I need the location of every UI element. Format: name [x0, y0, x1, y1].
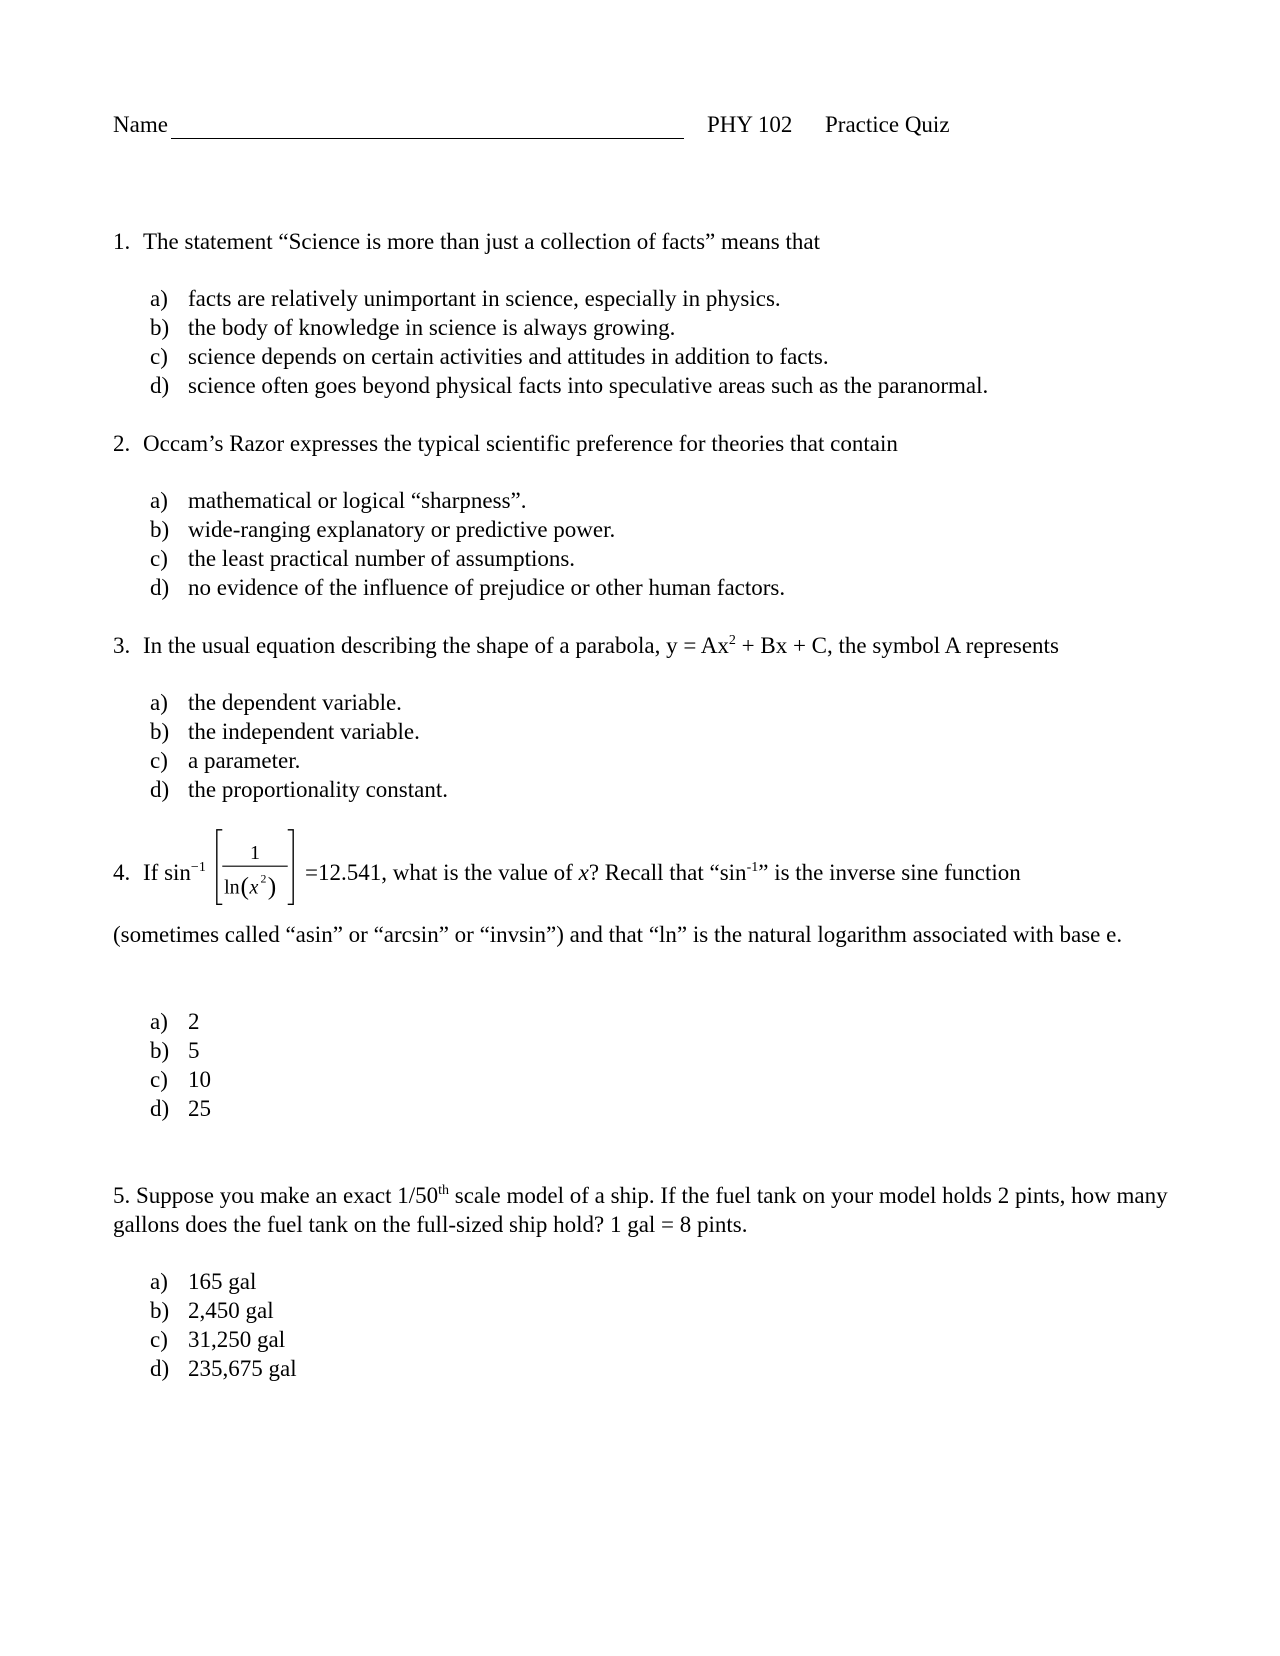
question-if: If $\sin^{-1}$ — [143, 860, 206, 885]
exponent: 2 — [728, 633, 736, 648]
question-text: Suppose you make an exact 1/50 — [136, 1183, 439, 1208]
option-2a: a) mathematical or logical “sharpness”. — [150, 488, 527, 513]
option-4a: a) 2 — [150, 1009, 200, 1034]
question-text-cont: + Bx + C, the symbol A represents — [735, 633, 1059, 658]
option-1a: a) facts are relatively unimportant in science, especially in physics. — [150, 286, 781, 311]
fraction-numerator: 1 — [250, 841, 260, 864]
question-text: Occam’s Razor expresses the typical scientific preference for theories that contain — [143, 431, 898, 456]
options-1 — [150, 284, 988, 400]
question-number: 4. — [113, 860, 131, 885]
option-2b: b) wide-ranging explanatory or predictive power. — [150, 517, 616, 542]
question-number: 5. — [113, 1183, 131, 1208]
options-5 — [150, 1267, 297, 1383]
option-5b: b) 2,450 gal — [150, 1298, 274, 1323]
option-4c: c) 10 — [150, 1067, 211, 1092]
option-3d: d) the proportionality constant. — [150, 777, 448, 802]
x-exponent: 2 — [260, 871, 267, 886]
inverse-exponent: −1 — [190, 860, 206, 875]
option-3c: c) a parameter. — [150, 748, 301, 773]
option-1c: c) science depends on certain activities and attitudes in addition to facts. — [150, 344, 829, 369]
question-text-cont: scale model of a ship. If the fuel tank on your model holds 2 pints, how many gallons does the fuel tank on the full-sized ship hold? 1 gal = 8 pints. — [113, 1183, 1168, 1237]
option-3b: b) the independent variable. — [150, 719, 420, 744]
option-2d: d) no evidence of the influence of prejudice or other human factors. — [150, 575, 786, 600]
paren-close: ) — [267, 871, 277, 901]
question-5 — [113, 1181, 1173, 1239]
option-4b: b) 5 — [150, 1038, 200, 1063]
question-3 — [113, 631, 1173, 660]
question-text: In the usual equation describing the shape of a parabola, y = Ax — [143, 633, 729, 658]
options-2 — [150, 486, 785, 602]
bracket-fraction — [215, 828, 295, 908]
paren-open: ( — [240, 871, 249, 901]
var-x: x — [249, 876, 259, 899]
option-1b: b) the body of knowledge in science is always growing. — [150, 315, 676, 340]
quiz-header — [113, 112, 1013, 144]
option-1d: d) science often goes beyond physical facts into speculative areas such as the paranormal. — [150, 373, 989, 398]
quiz-title: Practice Quiz — [825, 112, 950, 137]
option-5a: a) 165 gal — [150, 1269, 257, 1294]
question-2 — [113, 429, 1173, 458]
option-4d: d) 25 — [150, 1096, 211, 1121]
option-2c: c) the least practical number of assumptions. — [150, 546, 576, 571]
course-code: PHY 102 — [707, 112, 793, 137]
options-3 — [150, 688, 448, 804]
option-5d: d) 235,675 gal — [150, 1356, 297, 1381]
option-3a: a) the dependent variable. — [150, 690, 402, 715]
options-4 — [150, 1007, 211, 1123]
question-number: 2. — [113, 431, 131, 456]
option-5c: c) 31,250 gal — [150, 1327, 286, 1352]
ordinal-suffix: th — [438, 1183, 450, 1198]
ln-label: ln — [224, 876, 240, 899]
question-number: 1. — [113, 229, 131, 254]
question-number: 3. — [113, 633, 131, 658]
question-4 — [113, 828, 1193, 918]
name-label: Name — [113, 112, 168, 137]
name-blank-line — [171, 138, 684, 139]
question-4-continuation: (sometimes called “asin” or “arcsin” or “invsin”) and that “ln” is the natural logarithm associated with base e. — [113, 922, 1123, 947]
question-text: The statement “Science is more than just a collection of facts” means that — [143, 229, 820, 254]
question-1 — [113, 227, 1173, 256]
question-4-text: =12.541, what is the value of x? Recall that “$\sin^{-1}$” is the inverse sine function — [305, 860, 1021, 885]
